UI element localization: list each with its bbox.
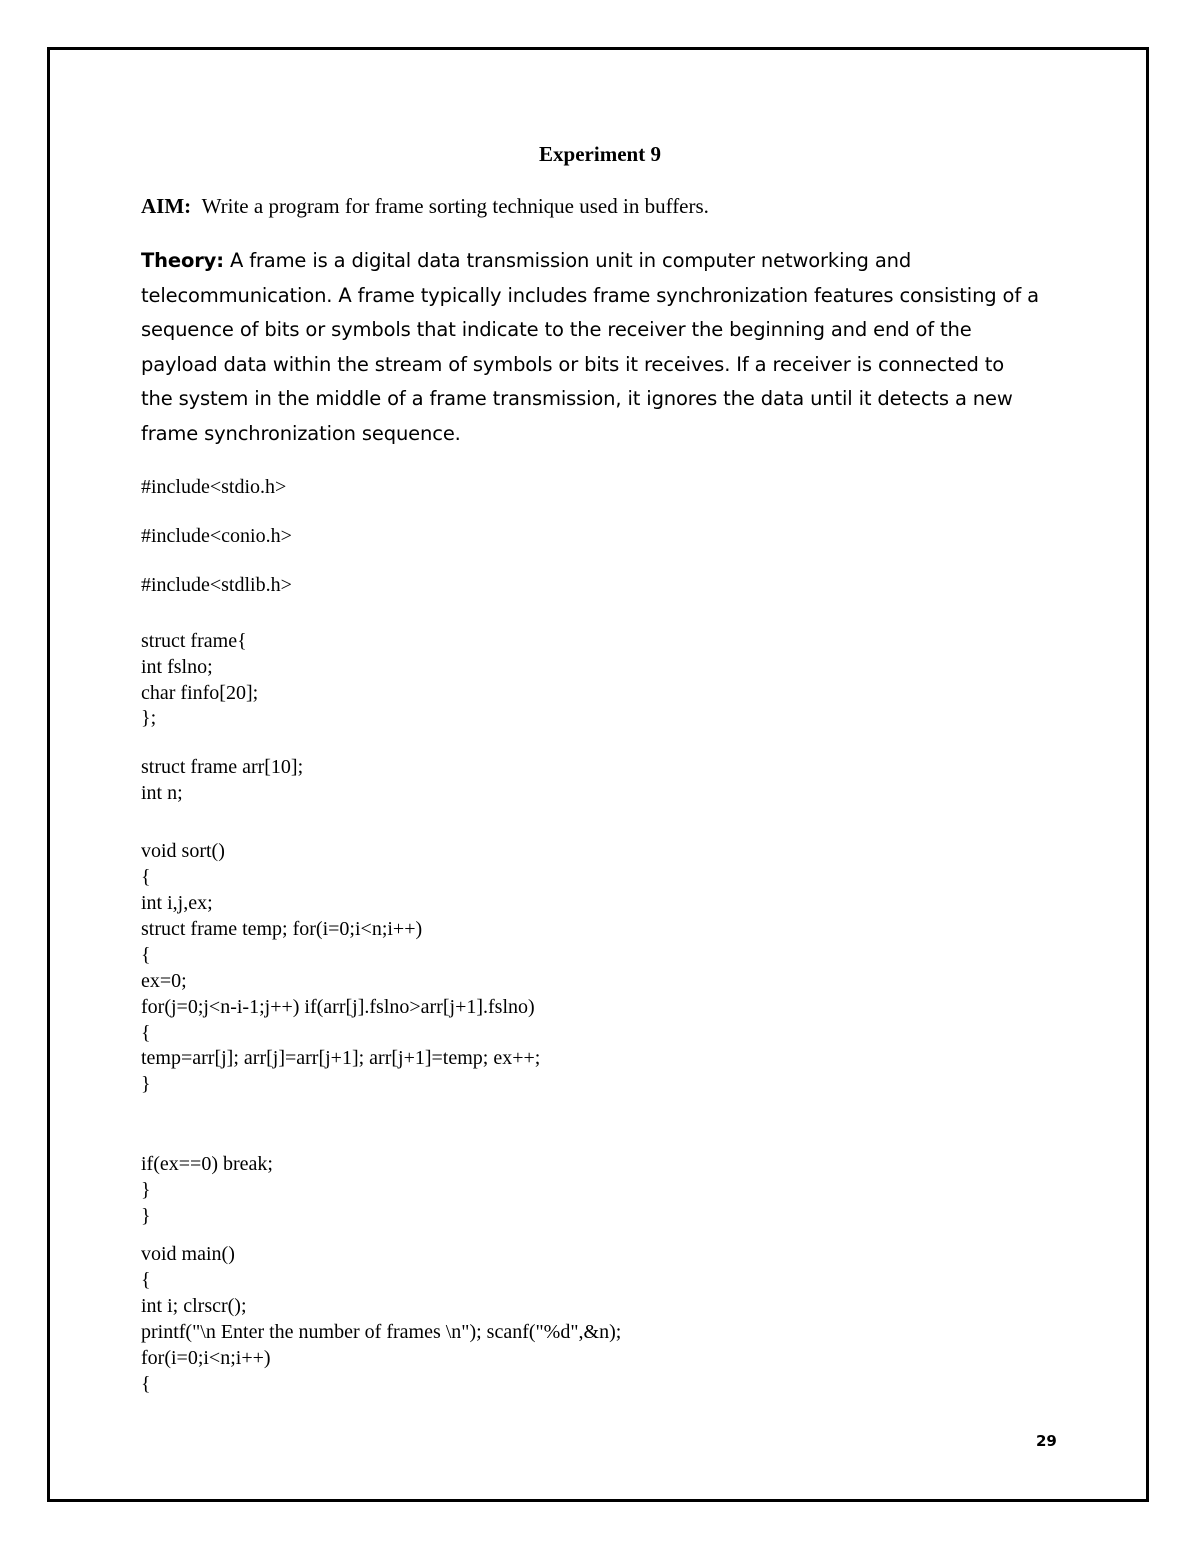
code-line: struct frame arr[10]; [141,756,304,778]
code-line: }; [141,707,157,729]
code-line: #include<conio.h> [141,525,292,547]
code-line: char finfo[20]; [141,682,259,704]
code-line: { [141,1269,151,1291]
theory-line: telecommunication. A frame typically includes frame synchronization features consisting of a [141,283,1039,307]
code-line: temp=arr[j]; arr[j]=arr[j+1]; arr[j+1]=temp; ex++; [141,1047,541,1069]
code-line: int n; [141,782,183,804]
code-line: { [141,1022,151,1044]
theory-text: A frame is a digital data transmission unit in computer networking and [229,249,912,272]
code-line: for(j=0;j<n-i-1;j++) if(arr[j].fslno>arr[j+1].fslno) [141,996,535,1018]
code-line: } [141,1179,151,1201]
code-line: if(ex==0) break; [141,1153,273,1175]
code-line: int fslno; [141,656,213,678]
theory-line: sequence of bits or symbols that indicate to the receiver the beginning and end of the [141,318,972,342]
code-line: void sort() [141,840,225,862]
aim-text: Write a program for frame sorting technique used in buffers. [201,194,709,218]
theory-line: payload data within the stream of symbols or bits it receives. If a receiver is connected to [141,352,1005,376]
code-line: int i; clrscr(); [141,1295,247,1317]
theory-label: Theory: [141,249,224,272]
theory-line: frame synchronization sequence. [141,421,461,445]
code-line: ex=0; [141,970,187,992]
code-line: #include<stdio.h> [141,476,287,498]
code-line: } [141,1073,151,1095]
aim-label: AIM: [141,194,192,218]
code-line: { [141,944,151,966]
page-title: Experiment 9 [539,142,661,166]
theory-line [141,244,1071,279]
aim-paragraph [141,194,709,219]
code-line: struct frame{ [141,630,247,652]
code-line: { [141,1373,151,1395]
code-line: for(i=0;i<n;i++) [141,1347,271,1369]
code-line: { [141,866,151,888]
theory-paragraph [141,244,1071,452]
theory-line: the system in the middle of a frame transmission, it ignores the data until it detects a new [141,387,1013,411]
code-line: struct frame temp; for(i=0;i<n;i++) [141,918,423,940]
code-line: #include<stdlib.h> [141,574,292,596]
code-line: int i,j,ex; [141,892,213,914]
code-line: printf("\n Enter the number of frames \n"); scanf("%d",&n); [141,1321,622,1343]
code-line: void main() [141,1243,235,1265]
page-number: 29 [1036,1432,1057,1450]
code-line: } [141,1205,151,1227]
